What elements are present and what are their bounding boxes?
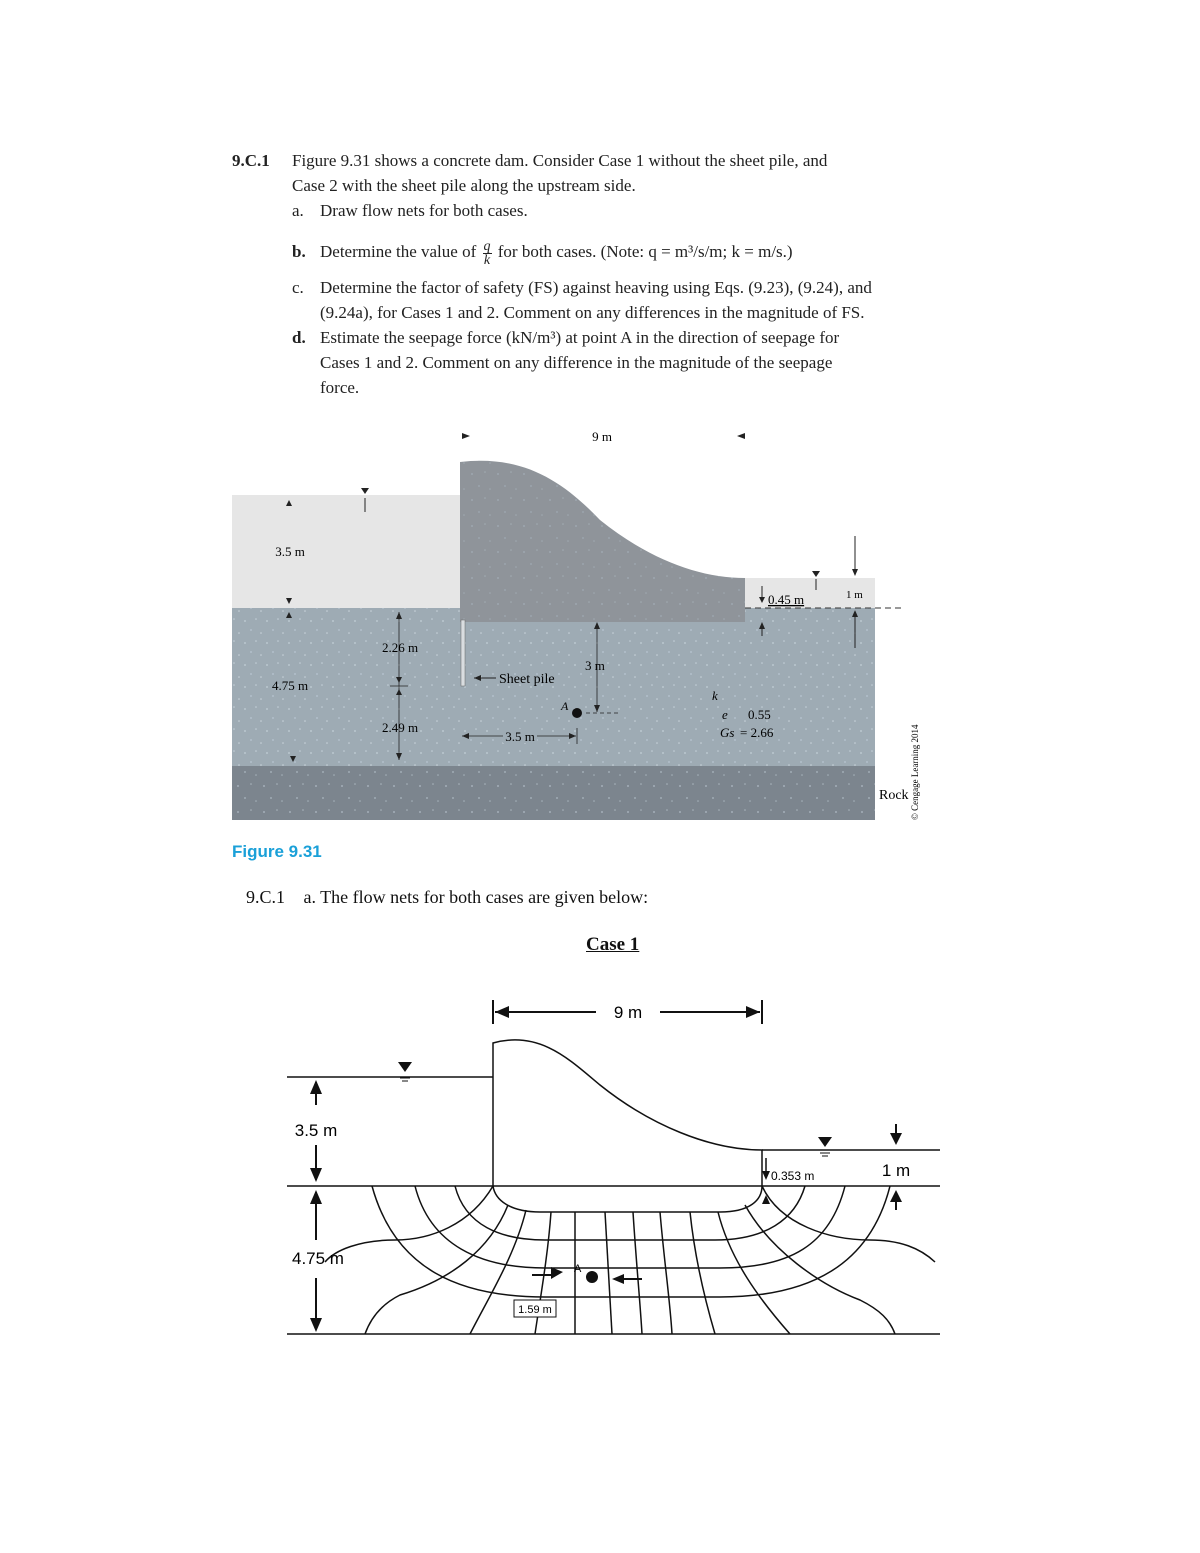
solution-text: a. The flow nets for both cases are given below:: [303, 887, 649, 907]
dim-9m-label: 9 m: [613, 1003, 643, 1022]
dim-9m-label: 9 m: [592, 429, 612, 444]
upstream-water-level-icon: [398, 1062, 412, 1081]
equipotential-10: [718, 1212, 790, 1334]
flow-net-case-1: [0, 980, 1200, 1360]
part-c-text2: (9.24a), for Cases 1 and 2. Comment on any differences in the magnitude of FS.: [320, 303, 865, 322]
flow-lines: [372, 1186, 890, 1297]
equipotential-7: [633, 1212, 642, 1334]
flow-line-3: [415, 1186, 845, 1268]
dim-arrow-right-icon: [737, 433, 745, 439]
point-a-marker: [586, 1271, 598, 1283]
dim-arrow-down-icon: [852, 569, 858, 576]
part-b-text-post: for both cases. (Note: q = m³/s/m; k = m/s.): [497, 242, 793, 261]
part-c-label: c.: [292, 278, 304, 297]
dim-arrow-down-icon: [310, 1168, 322, 1182]
part-b-label: b.: [292, 242, 306, 261]
part-d-text3: force.: [320, 378, 360, 397]
part-a-text: Draw flow nets for both cases.: [320, 201, 528, 220]
dim-3-5m-horizontal-label: 3.5 m: [505, 729, 535, 744]
flow-line-2: [455, 1186, 805, 1240]
figure-caption: Figure 9.31: [232, 842, 322, 861]
dim-arrow-left-icon: [462, 433, 470, 439]
fraction-denominator: k: [483, 252, 491, 268]
part-c-text1: Determine the factor of safety (FS) against heaving using Eqs. (9.23), (9.24), and: [320, 278, 872, 297]
dim-3-5m-label: 3.5 m: [275, 544, 305, 559]
problem-intro-text1: Figure 9.31 shows a concrete dam. Consider Case 1 without the sheet pile, and: [292, 151, 828, 170]
dim-arrow-down-icon: [310, 1318, 322, 1332]
upstream-water: [232, 495, 460, 608]
dim-1m-label: 1 m: [881, 1161, 911, 1180]
sheet-pile: [461, 620, 465, 686]
dim-4-75m-label: 4.75 m: [271, 678, 309, 693]
rock-texture: [232, 766, 875, 820]
dim-arrow-up-icon: [310, 1190, 322, 1204]
part-d-text2: Cases 1 and 2. Comment on any difference in the magnitude of the seepage: [320, 353, 833, 372]
dim-arrow-down-icon: [762, 1171, 770, 1180]
copyright-notice: © Cengage Learning 2014: [910, 724, 920, 820]
dam-outline: [493, 1040, 762, 1186]
dam-texture: [460, 461, 745, 622]
dim-3-5m-label: 3.5 m: [294, 1121, 338, 1140]
prop-gs-label: Gs: [720, 725, 735, 740]
prop-k-label: k: [712, 688, 718, 703]
seepage-arrow-icon: [551, 1267, 563, 1279]
equipotential-9: [690, 1212, 715, 1334]
dim-1-59m-label: 1.59 m: [518, 1304, 552, 1316]
case-1-title: Case 1: [586, 934, 640, 955]
equipotential-1: [325, 1186, 493, 1262]
part-a-label: a.: [292, 201, 304, 220]
point-a-label: A: [574, 1263, 582, 1275]
part-b-text-pre: Determine the value of: [320, 242, 477, 261]
dim-arrow-left-icon: [495, 1006, 509, 1018]
dim-2-26m-label: 2.26 m: [381, 640, 419, 655]
equipotential-8: [660, 1212, 672, 1334]
part-d-text1: Estimate the seepage force (kN/m³) at point A in the direction of seepage for: [320, 328, 840, 347]
dim-0-353m-label: 0.353 m: [771, 1169, 815, 1183]
point-a-marker: [572, 708, 582, 718]
dim-3m-label: 3 m: [585, 658, 605, 673]
fraction-numerator: q: [483, 238, 491, 254]
sheet-pile-label: Sheet pile: [499, 672, 555, 687]
problem-intro-text2: Case 2 with the sheet pile along the upstream side.: [292, 176, 636, 195]
prop-e-label: e: [722, 707, 728, 722]
prop-gs-value: = 2.66: [740, 725, 774, 740]
flow-line-1: [493, 1186, 762, 1212]
solution-intro: [246, 887, 648, 908]
part-d-label: d.: [292, 328, 306, 347]
downstream-water-level-icon: [818, 1137, 832, 1156]
problem-number: 9.C.1: [232, 151, 270, 170]
dim-arrow-right-icon: [746, 1006, 760, 1018]
equipotential-11: [745, 1205, 895, 1334]
equipotential-2: [365, 1205, 508, 1334]
point-a-label: A: [561, 699, 569, 713]
soil-texture: [232, 608, 875, 766]
dim-0-45m-label: 0.45 m: [768, 592, 805, 607]
dim-arrow-down-icon: [890, 1133, 902, 1145]
solution-number: 9.C.1: [246, 887, 286, 907]
dim-arrow-up-icon: [310, 1080, 322, 1094]
equipotential-6: [605, 1212, 612, 1334]
equipotential-12: [762, 1186, 935, 1262]
dim-1m-label: 1 m: [846, 589, 863, 601]
rock-label: Rock: [879, 788, 909, 803]
dim-2-49m-label: 2.49 m: [381, 720, 419, 735]
direction-arrow-icon: [612, 1274, 624, 1284]
dim-arrow-up-icon: [762, 1195, 770, 1204]
dim-4-75m-label: 4.75 m: [292, 1249, 344, 1268]
prop-e-value: 0.55: [748, 707, 771, 722]
